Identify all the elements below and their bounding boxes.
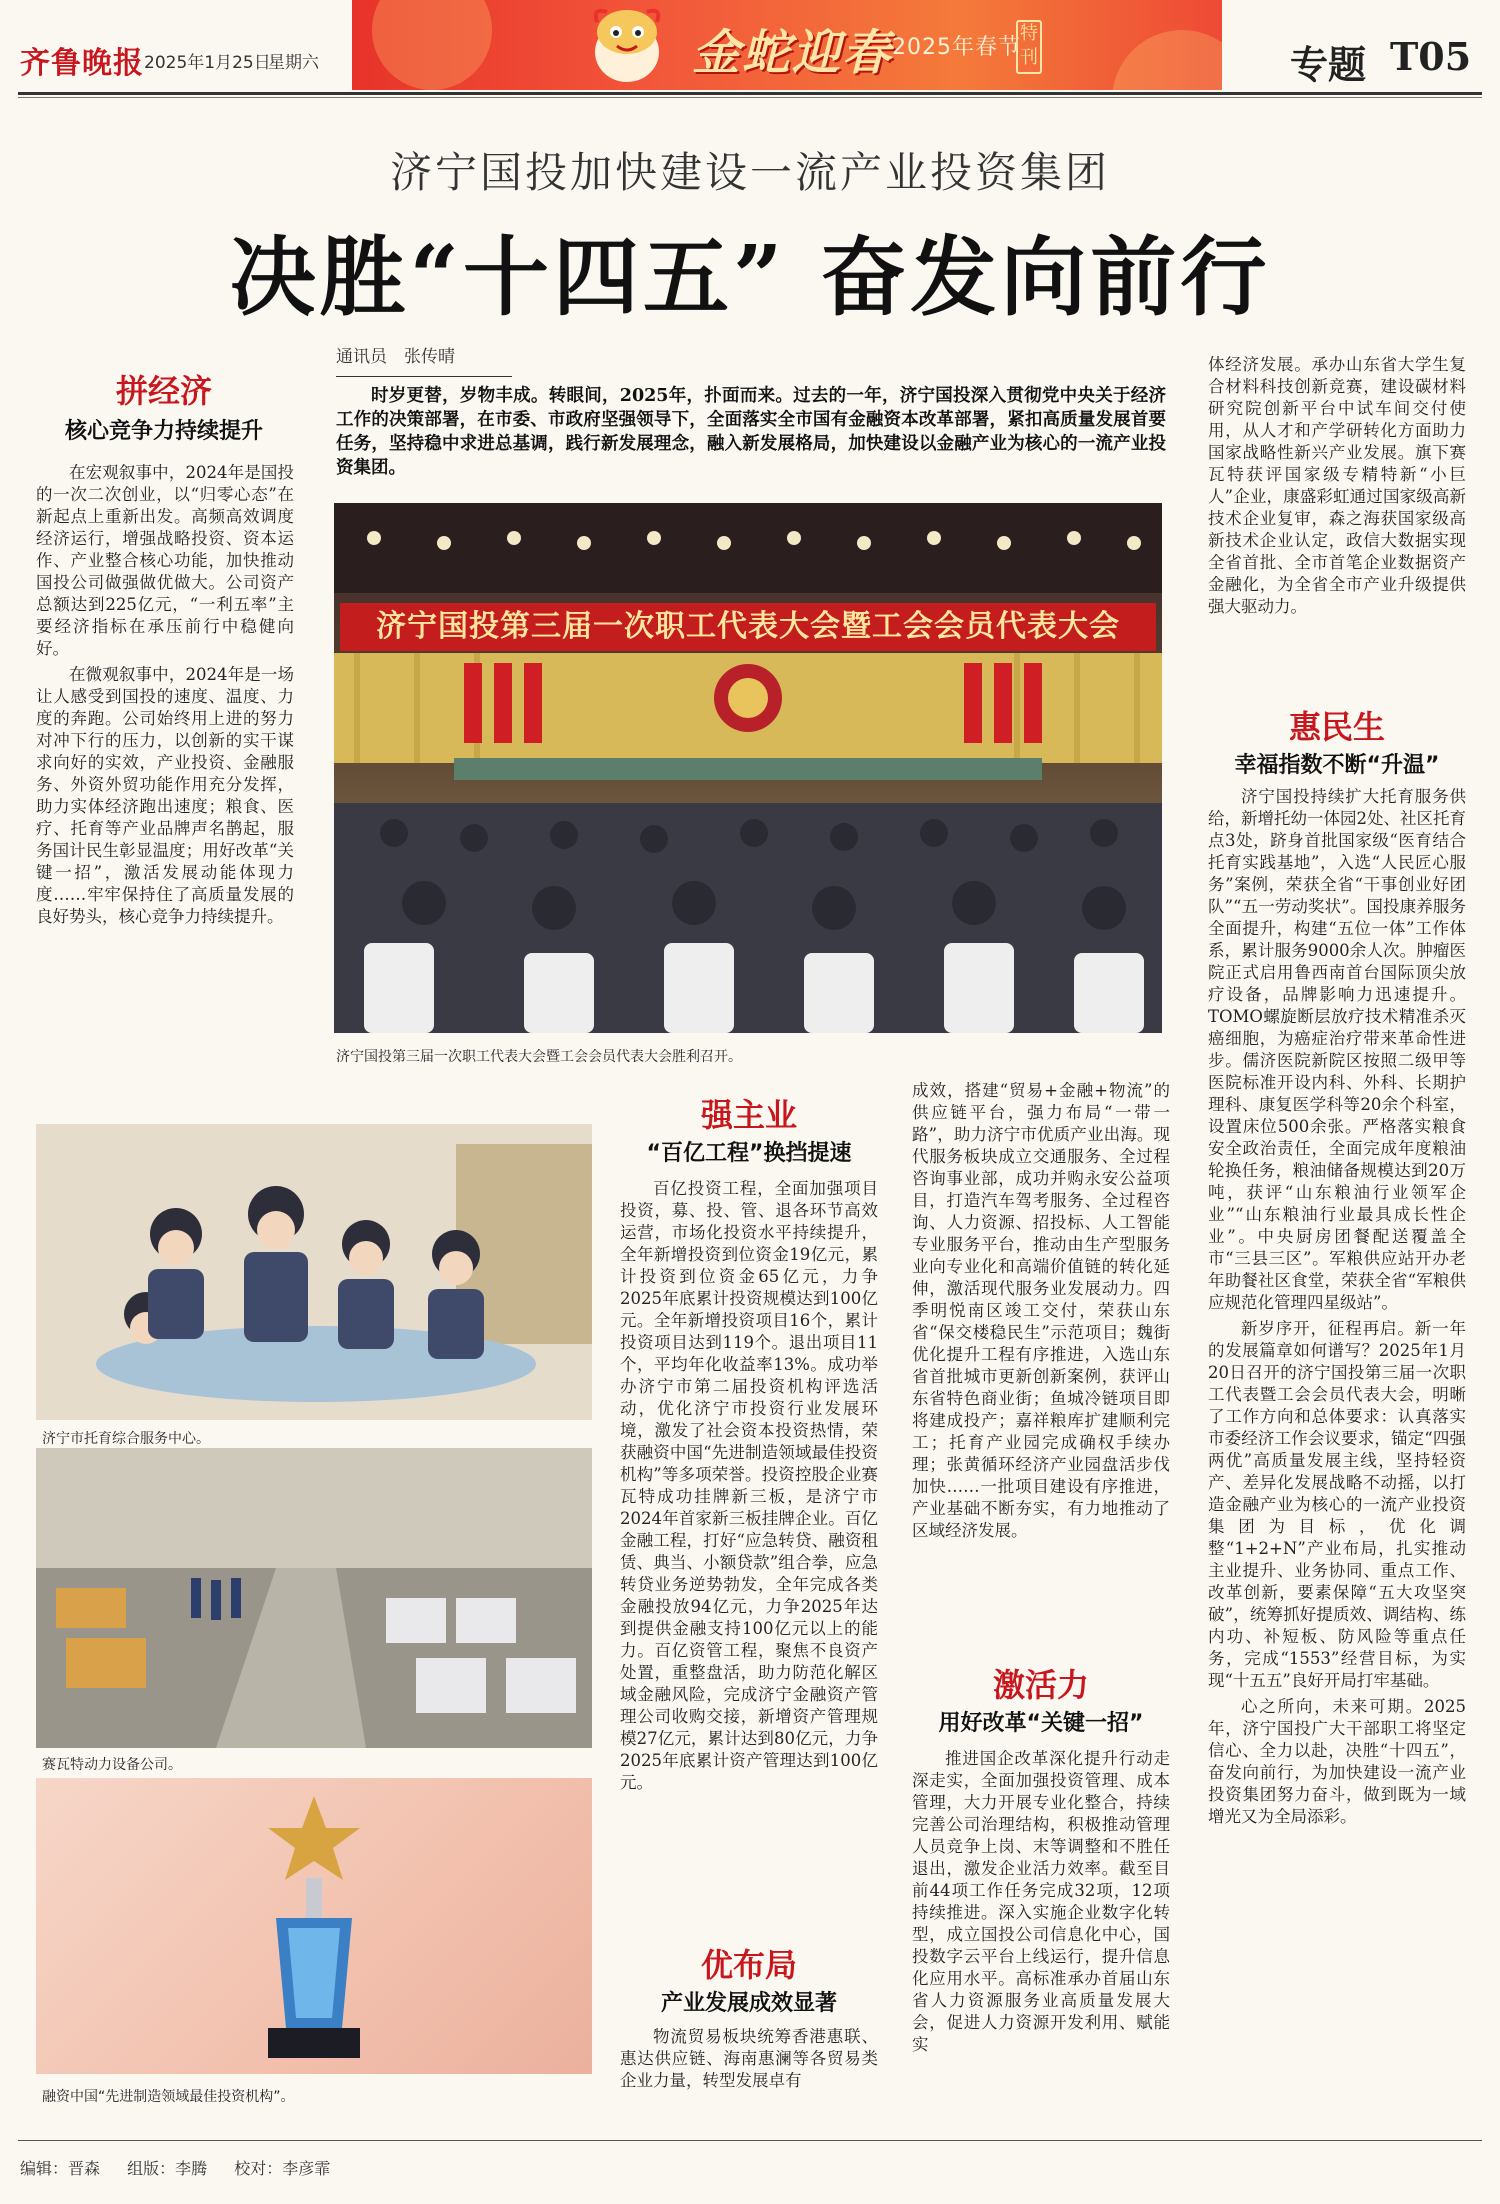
section-title-livelihood: 惠民生 xyxy=(1288,708,1385,746)
article-vitality xyxy=(912,1748,1170,2128)
paragraph: 体经济发展。承办山东省大学生复合材料科技创新竞赛，建设碳材料研究院创新平台中试车间交付使用，从人才和产学研转化方面助力国家战略性新兴产业发展。旗下赛瓦特获评国家级专精特新“小巨人”企业，康盛彩虹通过国家级高新技术企业复审，森之海获国家级高新技术企业认定，政信大数据实现全省首批、全市首笔企业数据资产金融化，为全省全市产业升级提供强大驱动力。 xyxy=(1208,355,1466,616)
byline: 通讯员 张传晴 xyxy=(336,347,455,367)
paragraph: 济宁国投持续扩大托育服务供给，新增托幼一体园2处、社区托育点3处，跻身首批国家级“医育结合托育实践基地”，入选“人民匠心服务”案例，荣获全省“干事创业好团队”“五一劳动奖状”。国投康养服务全面提升，构建“五位一体”工作体系，累计服务9000余人次。肿瘤医院正式启用鲁西南首台国际顶尖放疗设备，品牌影响力迅速提升。TOMO螺旋断层放疗技术精准杀灭癌细胞，为癌症治疗带来革命性进步。儒济医院新院区按照二级甲等医院标准开设内科、外科、长期护理科、康复医学科等20余个科室，设置床位500余张。严格落实粮食安全政治责任，全面完成年度粮油轮换任务，粮油储备规模达到20万吨，获评“山东粮油行业领军企业”“山东粮油行业最具成长性企业”。中央厨房团餐配送覆盖全市“三县三区”。军粮供应站开办老年助餐社区食堂，荣获全省“军粮供应规范化管理四星级站”。 xyxy=(1208,787,1466,1312)
lead-paragraph: 时岁更替，岁物丰成。转眼间，2025年，扑面而来。过去的一年，济宁国投深入贯彻党中央关于经济工作的决策部署，在市委、市政府坚强领导下，全面落实全市国有金融资本改革部署，紧扣高质量发展首要任务，坚持稳中求进总基调，践行新发展理念，融入新发展格局，加快建设以金融产业为核心的一流产业投资集团。 xyxy=(336,386,1166,478)
newspaper-logo: 齐鲁晚报 xyxy=(20,46,144,81)
award-photo-caption: 融资中国“先进制造领域最佳投资机构”。 xyxy=(42,2089,295,2105)
banner-decoration xyxy=(1112,30,1222,90)
headline-subtitle: 济宁国投加快建设一流产业投资集团 xyxy=(389,148,1110,197)
paragraph: 物流贸易板块统筹香港惠联、惠达供应链、海南惠澜等各贸易类企业力量，转型发展卓有 xyxy=(620,2027,878,2090)
layout-credit: 组版：李腾 xyxy=(127,2159,208,2178)
publication-weekday: 星期六 xyxy=(268,53,319,73)
paragraph: 心之所向，未来可期。2025年，济宁国投广大干部职工将坚定信心、全力以赴，决胜“十四五”，奋发向前行，为加快建设一流产业投资集团努力奋斗，做到既为一域增光又为全局添彩。 xyxy=(1208,1697,1466,1826)
paragraph: 百亿投资工程，全面加强项目投资，募、投、管、退各环节高效运营，市场化投资水平持续提升，全年新增投资到位资金19亿元，累计投资到位资金65亿元，力争2025年底累计投资规模达到100亿元。全年新增投资项目16个，累计投资项目达到119个。退出项目11个，平均年化收益率13%。成功举办济宁市第二届投资机构评选活动，优化济宁市投资行业发展环境，激发了社会资本投资热情，荣获融资中国“先进制造领域最佳投资机构”等多项荣誉。投资控股企业赛瓦特成功挂牌新三板，是济宁市2024年首家新三板挂牌企业。百亿金融工程，打好“应急转贷、融资租赁、典当、小额贷款”组合拳，应急转贷业务逆势勃发，全年完成各类金融投放94亿元，力争2025年达到提供金融支持100亿元以上的能力。百亿资管工程，聚焦不良资产处置，重整盘活，助力防范化解区域金融风险，完成济宁金融资产管理公司收购交接，新增资产管理规模27亿元，累计达到80亿元，力争2025年底累计资产管理达到100亿元。 xyxy=(620,1179,878,1792)
publication-date: 2025年1月25日 xyxy=(144,53,271,73)
footer-rule xyxy=(18,2140,1482,2141)
trophy-icon xyxy=(36,1778,592,2074)
page-number: T05 xyxy=(1390,34,1472,79)
editorial-credits xyxy=(20,2156,352,2179)
editor-credit: 编辑：晋森 xyxy=(20,2159,101,2178)
award-photo xyxy=(36,1778,592,2074)
childcare-photo-caption: 济宁市托育综合服务中心。 xyxy=(42,1431,210,1447)
paragraph: 新岁序开，征程再启。新一年的发展篇章如何谱写？2025年1月20日召开的济宁国投第三届一次职工代表暨工会会员代表大会，明晰了工作方向和总体要求：认真落实市委经济工作会议要求，锚定“四强两优”高质量发展主线，坚持轻资产、差异化发展战略不动摇，以打造金融产业为核心的一流产业投资集团为目标，优化调整“1+2+N”产业布局，扎实推动主业提升、业务协同、重点工作、改革创新，要素保障“五大攻坚突破”，统筹抓好提质效、调结构、练内功、补短板、防风险等重点任务，完成“1553”经营目标，为实现“十五五”良好开局打牢基础。 xyxy=(1208,1319,1466,1690)
factory-illustration xyxy=(36,1448,592,1748)
section-subtitle-livelihood: 幸福指数不断“升温” xyxy=(1234,753,1440,778)
banner-title: 金蛇迎春 xyxy=(692,25,893,81)
meeting-banner-text: 济宁国投第三届一次职工代表大会暨工会会员代表大会 xyxy=(340,603,1156,651)
headline-title: 决胜“十四五” 奋发向前行 xyxy=(229,227,1271,328)
meeting-hall-illustration xyxy=(334,503,1162,1033)
factory-photo-caption: 赛瓦特动力设备公司。 xyxy=(42,1757,182,1773)
meeting-photo xyxy=(334,503,1162,1033)
byline-rule xyxy=(336,376,512,377)
section-title-economy: 拼经济 xyxy=(115,372,212,410)
factory-photo xyxy=(36,1448,592,1748)
article-livelihood xyxy=(1208,786,1466,2128)
paragraph: 在微观叙事中，2024年是一场让人感受到国投的速度、温度、力度的奔跑。公司始终用上进的努力对冲下行的压力，以创新的实干谋求向好的实效，产业投资、金融服务、外资外贸功能作用充分发挥，助力实体经济跑出速度；粮食、医疗、托育等产业品牌声名鹊起，服务国计民生彰显温度；用好改革“关键一招”，激活发展动能体现力度……牢牢保持住了高质量发展的良好势头，核心竞争力持续提升。 xyxy=(36,665,294,926)
section-title-layout: 优布局 xyxy=(700,1946,797,1984)
proofreader-credit: 校对：李彦霏 xyxy=(234,2159,331,2178)
section-subtitle-economy: 核心竞争力持续提升 xyxy=(64,419,263,444)
paragraph: 成效，搭建“贸易+金融+物流”的供应链平台，强力布局“一带一路”，助力济宁市优质产业出海。现代服务板块成立交通服务、全过程咨询事业部，成功并购永安公益项目，打造汽车驾考服务、全过程咨询、人力资源、招投标、人工智能专业服务平台，推动由生产型服务业向专业化和高端价值链的转化延伸，激活现代服务业发展动力。四季明悦南区竣工交付，荣获山东省“保交楼稳民生”示范项目；魏街优化提升工程有序推进，入选山东省首批城市更新创新案例，获评山东省特色商业街；鱼城冷链项目即将建成投产；嘉祥粮库扩建顺利完工；托育产业园完成确权手续办理；张黄循环经济产业园盘活步伐加快……一批项目建设有序推进，产业基础不断夯实，有力地推动了区域经济发展。 xyxy=(912,1081,1170,1540)
article-main-industry xyxy=(620,1178,878,1930)
banner-decoration xyxy=(372,0,492,90)
section-title-vitality: 激活力 xyxy=(992,1666,1089,1704)
section-label: 专题 xyxy=(1290,42,1367,87)
childcare-illustration xyxy=(36,1124,592,1420)
spring-festival-banner xyxy=(352,0,1222,90)
section-subtitle-layout: 产业发展成效显著 xyxy=(660,1991,837,2016)
paragraph: 在宏观叙事中，2024年是国投的一次二次创业，以“归零心态”在新起点上重新出发。高频高效调度经济运行，增强战略投资、资本运作、产业整合核心功能，加快推动国投公司做强做优做大。公司资产总额达到225亿元，“一利五率”主要经济指标在承压前行中稳健向好。 xyxy=(36,463,294,658)
article-vitality-continued xyxy=(1208,354,1466,694)
childcare-photo xyxy=(36,1124,592,1420)
article-economy xyxy=(36,462,294,1094)
masthead xyxy=(0,0,1500,96)
section-subtitle-vitality: 用好改革“关键一招” xyxy=(938,1711,1144,1736)
snake-mascot-icon xyxy=(582,2,672,88)
paragraph: 推进国企改革深化提升行动走深走实，全面加强投资管理、成本管理，大力开展专业化整合，持续完善公司治理结构，积极推动管理人员竞争上岗、末等调整和不胜任退出，激发企业活力效率。截至目前44项工作任务完成32项，12项持续推进。深入实施企业数字化转型，成立国投公司信息化中心，国投数字云平台上线运行，提升信息化应用水平。高标准承办首届山东省人力资源服务业高质量发展大会，促进人力资源开发利用、赋能实 xyxy=(912,1749,1170,2054)
section-subtitle-main-industry: “百亿工程”换挡提速 xyxy=(646,1141,852,1166)
section-title-main-industry: 强主业 xyxy=(700,1096,797,1134)
banner-subtitle: 2025年春节 xyxy=(892,35,1021,60)
banner-tag: 特刊 xyxy=(1016,20,1042,74)
article-layout-continued xyxy=(912,1080,1170,1650)
masthead-rule xyxy=(18,92,1482,95)
article-layout xyxy=(620,2026,878,2116)
meeting-photo-caption: 济宁国投第三届一次职工代表大会暨工会会员代表大会胜利召开。 xyxy=(336,1049,742,1065)
masthead-rule-thin xyxy=(18,97,1482,98)
